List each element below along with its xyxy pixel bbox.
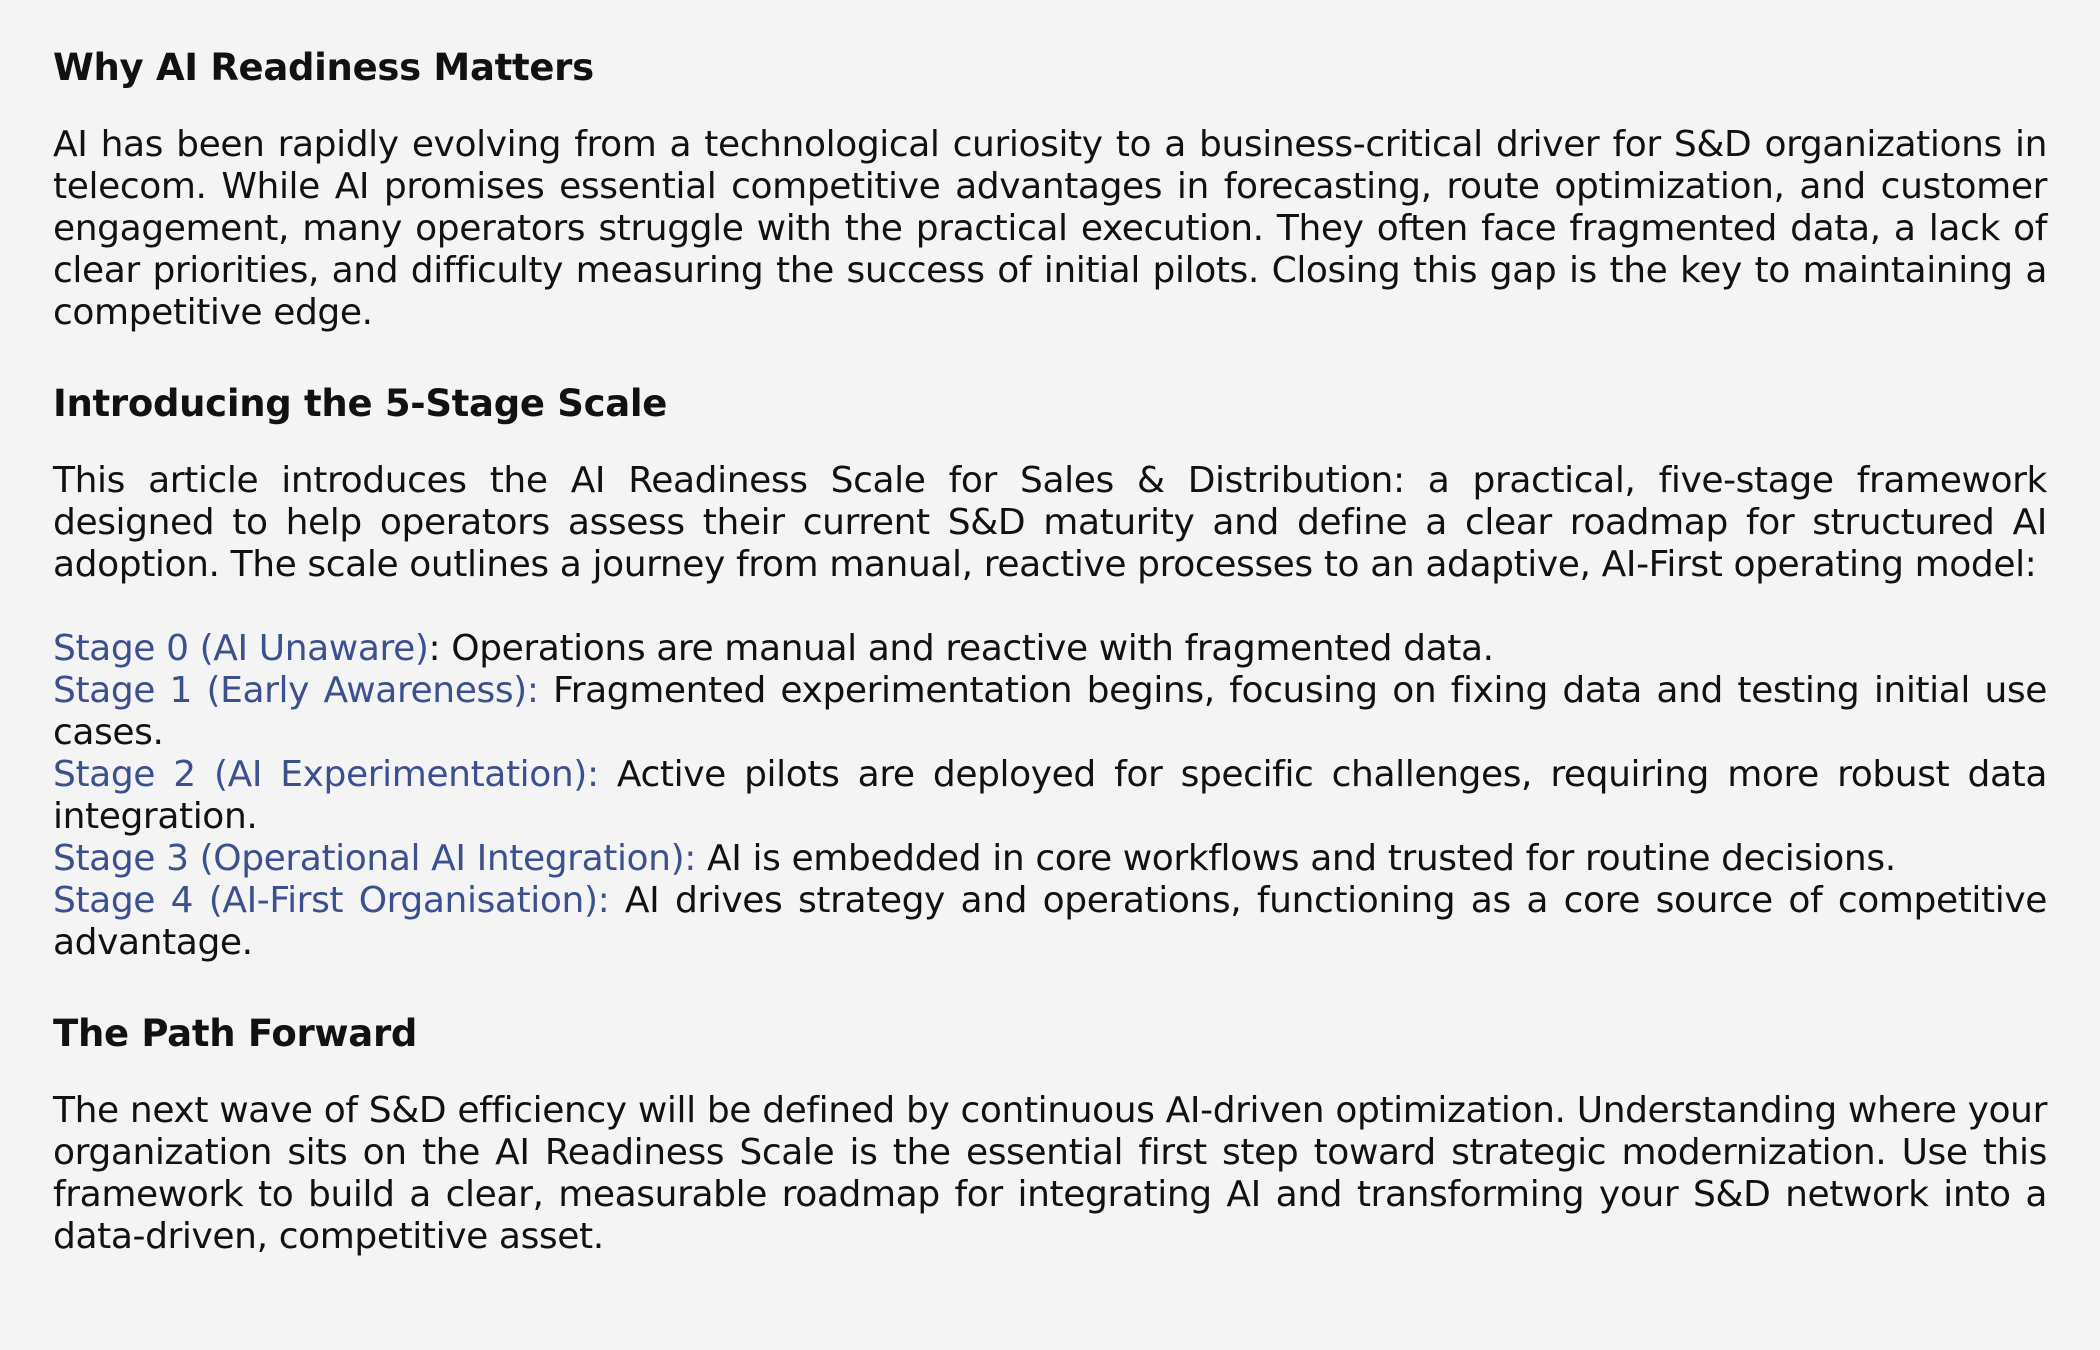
spacer <box>53 964 2047 1006</box>
stage-label-2: Stage 2 (AI Experimentation): <box>53 754 599 795</box>
stage-description-1: Fragmented experimentation begins, focusing on fixing data and testing initial use cases. <box>53 670 2047 753</box>
spacer <box>53 432 2047 460</box>
section-body-why-ai-readiness: AI has been rapidly evolving from a technological curiosity to a business-critical driver for S&D organizations in telecom. While AI promises essential competitive advantages in forecasting, route optimization, and customer engagement, many operators struggle with the practical execution. They often face fragmented data, a lack of clear priorities, and difficulty measuring the success of initial pilots. Closing this gap is the key to maintaining a competitive edge. <box>53 124 2047 333</box>
article <box>53 40 2047 1258</box>
stage-item-3 <box>53 838 2047 880</box>
spacer <box>53 334 2047 376</box>
stage-item-1 <box>53 670 2047 754</box>
stage-description-4: AI drives strategy and operations, functioning as a core source of competitive advantage. <box>53 880 2047 963</box>
stage-item-4 <box>53 880 2047 964</box>
stage-description-2: Active pilots are deployed for specific challenges, requiring more robust data integration. <box>53 754 2047 837</box>
section-heading-five-stage-scale: Introducing the 5-Stage Scale <box>53 382 668 425</box>
stage-label-0: Stage 0 (AI Unaware) <box>53 628 429 669</box>
spacer <box>53 96 2047 124</box>
stage-list <box>53 628 2047 964</box>
stage-item-2 <box>53 754 2047 838</box>
stage-label-4: Stage 4 (AI-First Organisation): <box>53 880 610 921</box>
stage-item-0 <box>53 628 2047 670</box>
section-body-five-stage-scale: This article introduces the AI Readiness Scale for Sales & Distribution: a practical, five-stage framework designed to help operators assess their current S&D maturity and define a clear roadmap for structured AI adoption. The scale outlines a journey from manual, reactive processes to an adaptive, AI-First operating model: <box>53 460 2047 585</box>
stage-description-0: : Operations are manual and reactive with fragmented data. <box>428 628 1494 669</box>
spacer <box>53 1062 2047 1090</box>
spacer <box>53 586 2047 628</box>
section-heading-why-ai-readiness: Why AI Readiness Matters <box>53 46 594 89</box>
stage-label-3: Stage 3 (Operational AI Integration): <box>53 838 696 879</box>
section-heading-path-forward: The Path Forward <box>53 1012 418 1055</box>
stage-label-1: Stage 1 (Early Awareness): <box>53 670 539 711</box>
section-body-path-forward: The next wave of S&D efficiency will be defined by continuous AI-driven optimization. Understanding where your organization sits on the AI Readiness Scale is the essential first step toward strategic modernization. Use this framework to build a clear, measurable roadmap for integrating AI and transforming your S&D network into a data-driven, competitive asset. <box>53 1090 2047 1257</box>
stage-description-3: AI is embedded in core workflows and trusted for routine decisions. <box>695 838 1896 879</box>
